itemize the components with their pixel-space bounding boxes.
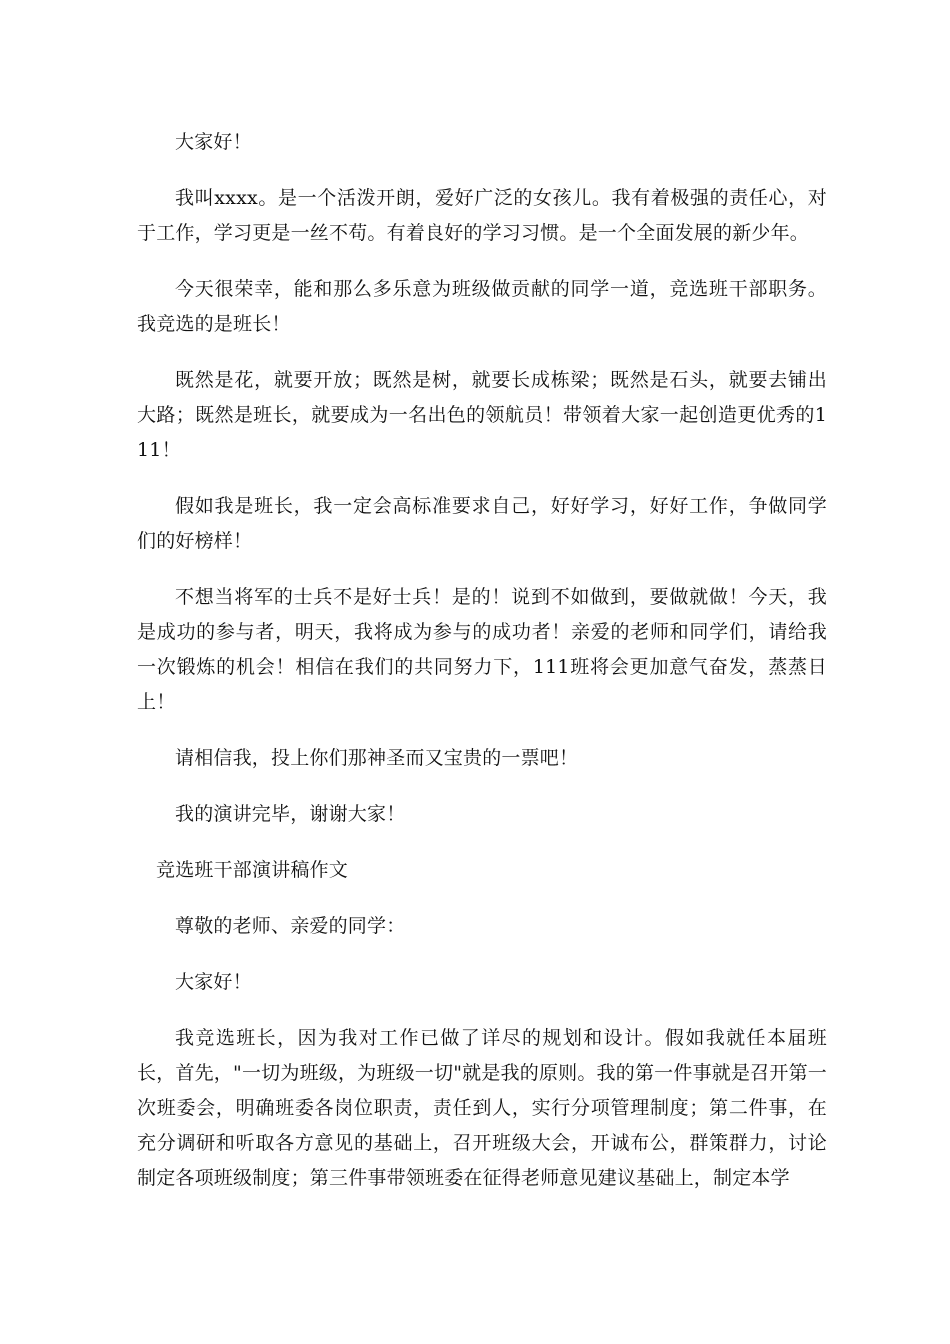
section-title: 竞选班干部演讲稿作文 <box>156 859 349 881</box>
appeal-paragraph: 不想当将军的士兵不是好士兵！是的！说到不如做到，要做就做！今天，我是成功的参与者，明天，我将成为参与的成功者！亲爱的老师和同学们，请给我一次锻炼的机会！相信在我们的共同努力下，111班将会更加意气奋发，蒸蒸日上！ <box>137 586 827 713</box>
vote-request-paragraph: 请相信我，投上你们那神圣而又宝贵的一票吧！ <box>175 747 579 769</box>
commitment-paragraph: 假如我是班长，我一定会高标准要求自己，好好学习，好好工作，争做同学们的好榜样！ <box>137 495 827 552</box>
document-body <box>137 125 827 1217</box>
candidacy-paragraph: 今天很荣幸，能和那么多乐意为班级做贡献的同学一道，竞选班干部职务。我竞选的是班长！ <box>137 278 827 335</box>
greeting-paragraph: 大家好！ <box>175 131 252 153</box>
self-introduction-paragraph: 我叫xxxx。是一个活泼开朗，爱好广泛的女孩儿。我有着极强的责任心，对于工作，学习更是一丝不苟。有着良好的学习习惯。是一个全面发展的新少年。 <box>137 187 827 244</box>
plan-paragraph: 我竞选班长，因为我对工作已做了详尽的规划和设计。假如我就任本届班长，首先，"一切为班级，为班级一切"就是我的原则。我的第一件事就是召开第一次班委会，明确班委各岗位职责，责任到人，实行分项管理制度；第二件事，在充分调研和听取各方意见的基础上，召开班级大会，开诚布公，群策群力，讨论制定各项班级制度；第三件事带领班委在征得老师意见建议基础上，制定本学 <box>137 1027 827 1189</box>
greeting-paragraph-2: 大家好！ <box>175 971 252 993</box>
metaphor-paragraph: 既然是花，就要开放；既然是树，就要长成栋梁；既然是石头，就要去铺出大路；既然是班长，就要成为一名出色的领航员！带领着大家一起创造更优秀的111！ <box>137 369 827 461</box>
salutation-paragraph: 尊敬的老师、亲爱的同学： <box>175 915 406 937</box>
closing-paragraph: 我的演讲完毕，谢谢大家！ <box>175 803 406 825</box>
